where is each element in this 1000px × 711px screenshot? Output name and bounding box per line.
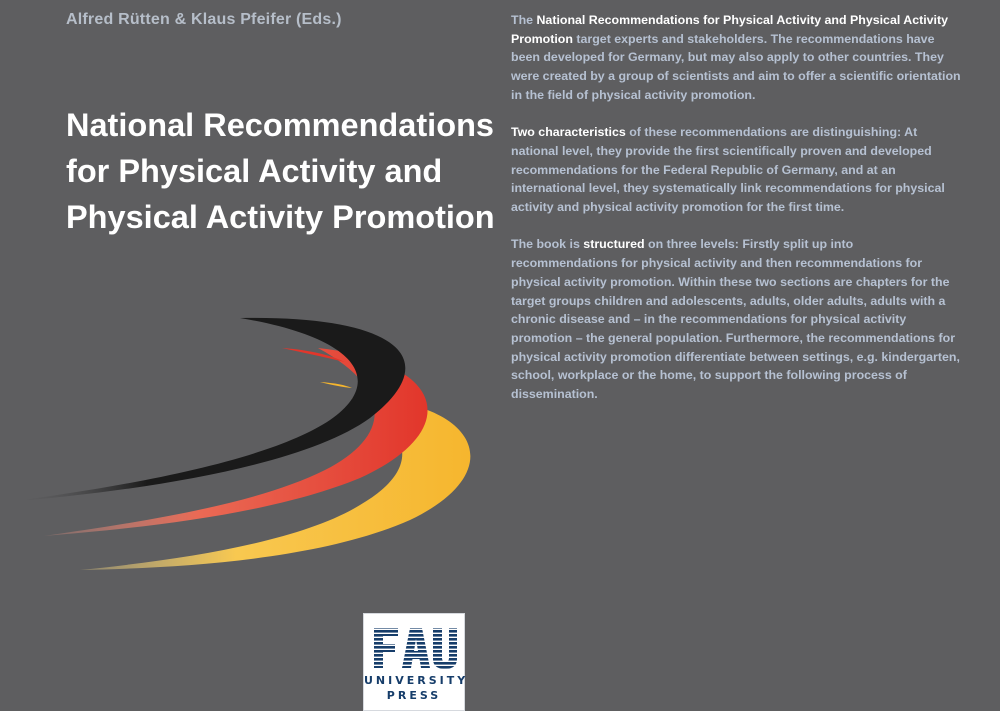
description-paragraph-1: [511, 11, 961, 105]
gold-accent-line: [320, 382, 352, 388]
logo-university-label: UNIVERSITY: [364, 674, 469, 687]
highlight-title: National Recommendations for Physical Activity and Physical Activity Promotion: [511, 13, 949, 46]
text-span: The: [511, 13, 537, 27]
text-span: target experts and stakeholders. The recommendations have been developed for Germany, but may also apply to other countries. They were created by a group of scientists and aim to offer a scientific orientation in the field of physical activity promotion.: [511, 31, 961, 102]
fau-logo-mark: [372, 622, 458, 674]
fau-university-press-logo: [363, 613, 469, 711]
title-line-1: National Recommendations: [66, 107, 494, 143]
highlight-characteristics: Two characteristics: [511, 125, 626, 140]
description-paragraph-2: [511, 123, 961, 217]
text-span: The book is: [511, 237, 584, 252]
text-span: on three levels: Firstly split up into recommendations for physical activity and then recommendations for physical activity promotion. Within these two sections are chapters for the target groups children and adolescents, adults, older adults, adults with a chronic disease and – in the recommendations for physical activity promotion – the general population. Furthermore, the recommendations for physical activity promotion differentiate between settings, e.g. kindergarten, school, workplace or the home, to support the following process of dissemination.: [511, 237, 960, 402]
title-line-3: Physical Activity Promotion: [66, 199, 495, 235]
german-flag-swoosh-graphic: [0, 300, 500, 590]
back-cover-description: [511, 11, 961, 422]
title-line-2: for Physical Activity and: [66, 153, 443, 189]
description-paragraph-3: [511, 235, 961, 403]
editors-line: Alfred Rütten & Klaus Pfeifer (Eds.): [66, 11, 342, 28]
logo-press-label: PRESS: [386, 689, 442, 702]
book-title: [66, 102, 496, 240]
text-span: of these recommendations are distinguishing: At national level, they provide the first scientifically proven and developed recommendations for the Federal Republic of Germany, and at an international level, they systematically link recommendations for physical activity and physical activity promotion for the first time.: [511, 125, 945, 215]
highlight-structured: structured: [583, 237, 645, 252]
